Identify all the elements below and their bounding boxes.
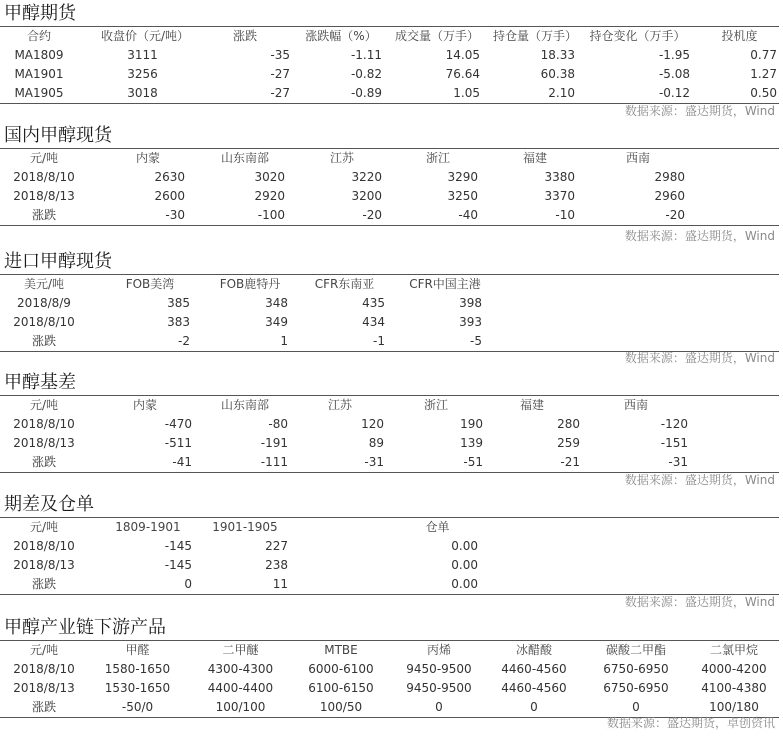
table-row bbox=[0, 332, 779, 351]
source-note: 数据来源：盛达期货，Wind bbox=[624, 351, 775, 365]
table-cell: 11 bbox=[272, 577, 288, 591]
table-cell: 383 bbox=[167, 315, 190, 329]
table-cell: 0 bbox=[530, 700, 538, 714]
data-table bbox=[0, 395, 779, 473]
table-cell: -1.11 bbox=[350, 48, 382, 62]
table-row bbox=[0, 294, 779, 313]
table-cell: 4460-4560 bbox=[501, 662, 567, 676]
table-row bbox=[0, 556, 779, 575]
data-table bbox=[0, 517, 779, 595]
row-label: 2018/8/10 bbox=[13, 662, 75, 676]
column-header: 冰醋酸 bbox=[515, 643, 552, 657]
column-header: 收盘价（元/吨） bbox=[100, 29, 190, 43]
table-cell: 3290 bbox=[447, 170, 478, 184]
column-header: 涨跌幅（%） bbox=[305, 29, 377, 43]
table-cell: 0.50 bbox=[750, 86, 777, 100]
table-cell: -30 bbox=[165, 208, 185, 222]
column-header: 福建 bbox=[519, 398, 544, 412]
table-cell: -145 bbox=[164, 558, 192, 572]
column-header: 甲醛 bbox=[125, 643, 150, 657]
table-cell: -470 bbox=[164, 417, 192, 431]
data-table bbox=[0, 26, 779, 104]
table-cell: -2 bbox=[178, 334, 190, 348]
column-header: CFR东南亚 bbox=[314, 277, 375, 291]
table-cell: -50/0 bbox=[121, 700, 154, 714]
column-header: 丙烯 bbox=[426, 643, 451, 657]
row-label: 涨跌 bbox=[31, 208, 56, 222]
table-cell: -40 bbox=[458, 208, 478, 222]
table-cell: -31 bbox=[668, 455, 688, 469]
section-title: 甲醇期货 bbox=[4, 3, 76, 24]
table-row bbox=[0, 537, 779, 556]
table-cell: 6100-6150 bbox=[308, 681, 374, 695]
column-header: 内蒙 bbox=[132, 398, 157, 412]
table-cell: 0 bbox=[184, 577, 192, 591]
column-header: 西南 bbox=[623, 398, 648, 412]
table-row bbox=[0, 313, 779, 332]
section-title: 国内甲醇现货 bbox=[4, 125, 112, 146]
row-label: 2018/8/10 bbox=[13, 315, 75, 329]
table-cell: 349 bbox=[265, 315, 288, 329]
row-label: 2018/8/13 bbox=[13, 436, 75, 450]
table-cell: 89 bbox=[368, 436, 384, 450]
table-header-row bbox=[0, 149, 779, 168]
table-cell: 280 bbox=[557, 417, 580, 431]
row-label: 2018/8/10 bbox=[13, 417, 75, 431]
table-cell: -51 bbox=[463, 455, 483, 469]
table-cell: 9450-9500 bbox=[406, 662, 472, 676]
column-header: 成交量（万手） bbox=[394, 29, 479, 43]
column-header: 1809-1901 bbox=[115, 520, 181, 534]
table-cell: 120 bbox=[361, 417, 384, 431]
table-cell: 348 bbox=[265, 296, 288, 310]
table-cell: -27 bbox=[270, 67, 290, 81]
column-header: 元/吨 bbox=[29, 151, 59, 165]
table-cell: -191 bbox=[260, 436, 288, 450]
column-header: 投机度 bbox=[721, 29, 758, 43]
column-header: 美元/吨 bbox=[23, 277, 65, 291]
column-header: 元/吨 bbox=[29, 398, 59, 412]
table-row bbox=[0, 575, 779, 594]
table-cell: 6000-6100 bbox=[308, 662, 374, 676]
table-cell: 3111 bbox=[127, 48, 158, 62]
table-cell: 14.05 bbox=[445, 48, 480, 62]
table-cell: -145 bbox=[164, 539, 192, 553]
table-cell: 139 bbox=[460, 436, 483, 450]
table-cell: -151 bbox=[660, 436, 688, 450]
column-header: 元/吨 bbox=[29, 520, 59, 534]
table-cell: 2980 bbox=[654, 170, 685, 184]
table-cell: 1.05 bbox=[453, 86, 480, 100]
data-table bbox=[0, 148, 779, 226]
data-table bbox=[0, 274, 779, 352]
column-header: 山东南部 bbox=[220, 151, 269, 165]
table-cell: 227 bbox=[265, 539, 288, 553]
table-cell: 0.00 bbox=[451, 558, 478, 572]
table-row bbox=[0, 168, 779, 187]
table-cell: 434 bbox=[362, 315, 385, 329]
table-cell: 2630 bbox=[154, 170, 185, 184]
column-header: 西南 bbox=[625, 151, 650, 165]
table-cell: 0.77 bbox=[750, 48, 777, 62]
row-label: 2018/8/13 bbox=[13, 189, 75, 203]
table-cell: 393 bbox=[459, 315, 482, 329]
table-cell: 0.00 bbox=[451, 539, 478, 553]
row-label: MA1901 bbox=[14, 67, 64, 81]
table-cell: -0.82 bbox=[350, 67, 382, 81]
table-cell: 4100-4380 bbox=[701, 681, 767, 695]
table-cell: 6750-6950 bbox=[603, 662, 669, 676]
table-row bbox=[0, 679, 779, 698]
table-cell: -20 bbox=[665, 208, 685, 222]
table-cell: 3256 bbox=[127, 67, 158, 81]
table-cell: 2600 bbox=[154, 189, 185, 203]
column-header: 二甲醚 bbox=[222, 643, 259, 657]
column-header: MTBE bbox=[324, 643, 358, 657]
column-header: 浙江 bbox=[423, 398, 448, 412]
table-cell: -100 bbox=[257, 208, 285, 222]
table-row bbox=[0, 415, 779, 434]
column-header: FOB鹿特丹 bbox=[219, 277, 281, 291]
table-cell: -31 bbox=[364, 455, 384, 469]
table-row bbox=[0, 434, 779, 453]
table-cell: 1530-1650 bbox=[104, 681, 171, 695]
column-header: 浙江 bbox=[425, 151, 450, 165]
table-cell: -1.95 bbox=[658, 48, 690, 62]
section-title: 期差及仓单 bbox=[4, 494, 94, 515]
table-cell: -10 bbox=[555, 208, 575, 222]
table-cell: -120 bbox=[660, 417, 688, 431]
table-row bbox=[0, 65, 779, 84]
table-cell: 435 bbox=[362, 296, 385, 310]
column-header: 持仓变化（万手） bbox=[589, 29, 686, 43]
table-cell: 398 bbox=[459, 296, 482, 310]
column-header: FOB美湾 bbox=[125, 277, 175, 291]
source-note: 数据来源：盛达期货，Wind bbox=[624, 229, 775, 243]
table-cell: -5.08 bbox=[658, 67, 690, 81]
table-cell: 1580-1650 bbox=[104, 662, 171, 676]
table-cell: 385 bbox=[167, 296, 190, 310]
table-header-row bbox=[0, 518, 779, 537]
table-cell: 190 bbox=[460, 417, 483, 431]
row-label: MA1809 bbox=[14, 48, 64, 62]
column-header: 福建 bbox=[522, 151, 547, 165]
column-header: 持仓量（万手） bbox=[492, 29, 577, 43]
table-header-row bbox=[0, 27, 779, 46]
table-cell: 0 bbox=[435, 700, 443, 714]
table-cell: 18.33 bbox=[540, 48, 575, 62]
table-cell: -41 bbox=[172, 455, 192, 469]
table-cell: -1 bbox=[373, 334, 385, 348]
row-label: 2018/8/10 bbox=[13, 170, 75, 184]
section-title: 甲醇产业链下游产品 bbox=[4, 617, 166, 638]
source-note: 数据来源：盛达期货，卓创资讯 bbox=[606, 716, 775, 730]
table-cell: 238 bbox=[265, 558, 288, 572]
row-label: 涨跌 bbox=[31, 577, 56, 591]
table-cell: 4300-4300 bbox=[207, 662, 274, 676]
table-header-row bbox=[0, 641, 779, 660]
table-cell: 4460-4560 bbox=[501, 681, 567, 695]
table-cell: 1 bbox=[280, 334, 288, 348]
table-cell: -27 bbox=[270, 86, 290, 100]
table-row bbox=[0, 660, 779, 679]
table-cell: -111 bbox=[260, 455, 288, 469]
table-row bbox=[0, 206, 779, 225]
column-header: 江苏 bbox=[329, 151, 354, 165]
table-cell: 4000-4200 bbox=[701, 662, 767, 676]
table-cell: -21 bbox=[560, 455, 580, 469]
table-row bbox=[0, 46, 779, 65]
column-header: 涨跌 bbox=[232, 29, 257, 43]
source-note: 数据来源：盛达期货，Wind bbox=[624, 473, 775, 487]
table-cell: 0.00 bbox=[451, 577, 478, 591]
table-cell: 3020 bbox=[254, 170, 285, 184]
column-header: 碳酸二甲酯 bbox=[605, 643, 666, 657]
table-cell: 6750-6950 bbox=[603, 681, 669, 695]
table-cell: 60.38 bbox=[540, 67, 575, 81]
table-cell: -20 bbox=[362, 208, 382, 222]
table-header-row bbox=[0, 396, 779, 415]
row-label: MA1905 bbox=[14, 86, 64, 100]
row-label: 涨跌 bbox=[31, 334, 56, 348]
row-label: 2018/8/13 bbox=[13, 558, 75, 572]
table-cell: 0 bbox=[632, 700, 640, 714]
table-row bbox=[0, 187, 779, 206]
table-cell: 4400-4400 bbox=[207, 681, 274, 695]
section-title: 甲醇基差 bbox=[4, 372, 76, 393]
column-header: 山东南部 bbox=[220, 398, 269, 412]
table-cell: -0.12 bbox=[658, 86, 690, 100]
column-header: 1901-1905 bbox=[212, 520, 278, 534]
table-cell: -0.89 bbox=[350, 86, 382, 100]
table-cell: 100/180 bbox=[709, 700, 759, 714]
table-row bbox=[0, 84, 779, 103]
table-cell: 100/100 bbox=[215, 700, 266, 714]
column-header: 江苏 bbox=[327, 398, 352, 412]
table-row bbox=[0, 453, 779, 472]
table-cell: -35 bbox=[270, 48, 290, 62]
table-cell: 76.64 bbox=[445, 67, 480, 81]
table-cell: -80 bbox=[268, 417, 288, 431]
table-cell: 259 bbox=[557, 436, 580, 450]
column-header: 内蒙 bbox=[135, 151, 160, 165]
section-title: 进口甲醇现货 bbox=[4, 251, 112, 272]
column-header: 元/吨 bbox=[29, 643, 59, 657]
row-label: 2018/8/13 bbox=[13, 681, 75, 695]
table-cell: -5 bbox=[470, 334, 482, 348]
table-cell: 1.27 bbox=[750, 67, 777, 81]
table-cell: 3380 bbox=[544, 170, 575, 184]
row-label: 2018/8/9 bbox=[17, 296, 71, 310]
column-header: CFR中国主港 bbox=[409, 277, 481, 291]
data-table bbox=[0, 640, 779, 718]
column-header: 二氯甲烷 bbox=[709, 643, 758, 657]
row-label: 2018/8/10 bbox=[13, 539, 75, 553]
table-cell: 2960 bbox=[654, 189, 685, 203]
source-note: 数据来源：盛达期货，Wind bbox=[624, 104, 775, 118]
table-cell: 3018 bbox=[127, 86, 158, 100]
table-cell: -511 bbox=[164, 436, 192, 450]
row-label: 涨跌 bbox=[31, 455, 56, 469]
column-header: 合约 bbox=[26, 29, 51, 43]
column-header: 仓单 bbox=[425, 520, 450, 534]
table-cell: 9450-9500 bbox=[406, 681, 472, 695]
table-cell: 3220 bbox=[351, 170, 382, 184]
table-cell: 100/50 bbox=[319, 700, 363, 714]
table-cell: 2920 bbox=[254, 189, 285, 203]
source-note: 数据来源：盛达期货，Wind bbox=[624, 595, 775, 609]
table-header-row bbox=[0, 275, 779, 294]
table-cell: 3370 bbox=[544, 189, 575, 203]
table-cell: 3250 bbox=[447, 189, 478, 203]
table-cell: 2.10 bbox=[548, 86, 575, 100]
row-label: 涨跌 bbox=[31, 700, 56, 714]
table-cell: 3200 bbox=[351, 189, 382, 203]
